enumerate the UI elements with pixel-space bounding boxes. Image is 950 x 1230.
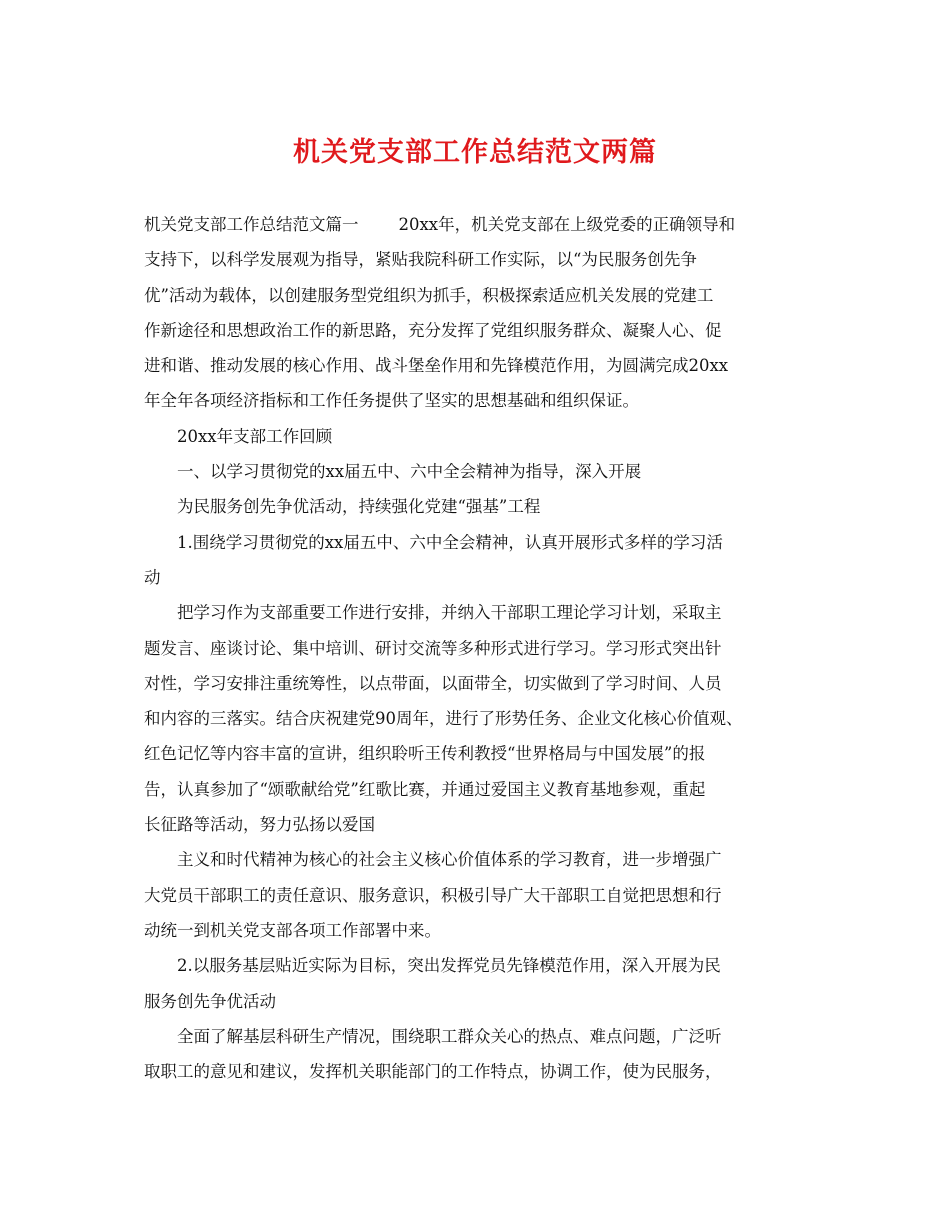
text-line bbox=[144, 207, 808, 242]
text-line: 进和谐、推动发展的核心作用、战斗堡垒作用和先锋模范作用，为圆满完成20xx bbox=[144, 356, 729, 376]
text-line: 作新途径和思想政治工作的新思路，充分发挥了党组织服务群众、凝聚人心、促 bbox=[144, 320, 722, 340]
text-line: 把学习作为支部重要工作进行安排，并纳入干部职工理论学习计划，采取主 bbox=[177, 603, 722, 623]
text-line: 优”活动为载体，以创建服务型党组织为抓手，积极探索适应机关发展的党建工 bbox=[144, 285, 714, 305]
line-text: 机关党支部工作总结范文篇一 bbox=[144, 215, 359, 234]
document-body bbox=[144, 207, 808, 1089]
text-line: 动 bbox=[144, 567, 161, 587]
text-line: 红色记忆等内容丰富的宣讲，组织聆听王传利教授“世界格局与中国发展”的报 bbox=[144, 744, 706, 764]
text-line: 服务创先争优活动 bbox=[144, 991, 276, 1011]
text-line: 大党员干部职工的责任意识、服务意识，积极引导广大干部职工自觉把思想和行 bbox=[144, 885, 722, 905]
text-line: 动统一到机关党支部各项工作部署中来。 bbox=[144, 920, 441, 940]
text-line: 20xx年支部工作回顾 bbox=[177, 426, 333, 446]
text-line: 支持下，以科学发展观为指导，紧贴我院科研工作实际，以“为民服务创先争 bbox=[144, 250, 697, 270]
line-text: 20xx年，机关党支部在上级党委的正确领导和 bbox=[398, 215, 736, 234]
text-line: 一、以学习贯彻党的xx届五中、六中全会精神为指导，深入开展 bbox=[177, 462, 642, 482]
text-line: 1.围绕学习贯彻党的xx届五中、六中全会精神，认真开展形式多样的学习活 bbox=[177, 532, 723, 552]
text-line: 取职工的意见和建议，发挥机关职能部门的工作特点，协调工作，使为民服务， bbox=[144, 1062, 722, 1082]
text-line: 长征路等活动，努力弘扬以爱国 bbox=[144, 815, 375, 835]
text-line: 年全年各项经济指标和工作任务提供了坚实的思想基础和组织保证。 bbox=[144, 391, 639, 411]
text-line: 和内容的三落实。结合庆祝建党90周年，进行了形势任务、企业文化核心价值观、 bbox=[144, 709, 743, 729]
page-title: 机关党支部工作总结范文两篇 bbox=[293, 137, 657, 168]
text-line: 题发言、座谈讨论、集中培训、研讨交流等多种形式进行学习。学习形式突出针 bbox=[144, 638, 722, 658]
text-line: 全面了解基层科研生产情况，围绕职工群众关心的热点、难点问题，广泛听 bbox=[177, 1026, 722, 1046]
text-line: 主义和时代精神为核心的社会主义核心价值体系的学习教育，进一步增强广 bbox=[177, 850, 722, 870]
text-line: 对性，学习安排注重统筹性，以点带面，以面带全，切实做到了学习时间、人员 bbox=[144, 673, 722, 693]
text-line: 2.以服务基层贴近实际为目标，突出发挥党员先锋模范作用，深入开展为民 bbox=[177, 956, 721, 976]
text-line: 为民服务创先争优活动，持续强化党建“强基”工程 bbox=[177, 497, 541, 517]
text-line: 告，认真参加了“颂歌献给党”红歌比赛，并通过爱国主义教育基地参观，重起 bbox=[144, 779, 706, 799]
